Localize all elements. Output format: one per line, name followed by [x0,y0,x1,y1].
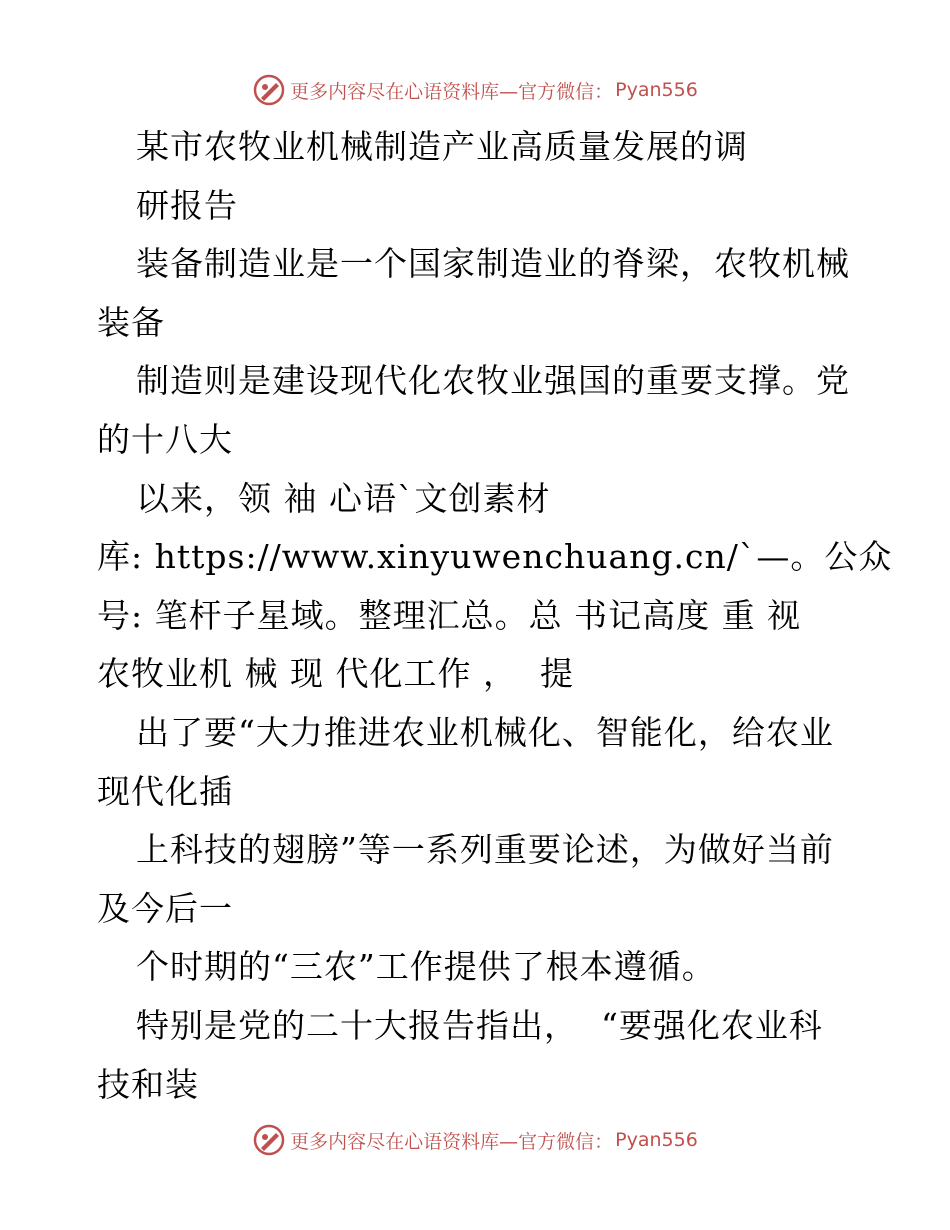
banner-text: 更多内容尽在心语资料库—官方微信： [290,1130,614,1153]
text-line: 出了要“大力推进农业机械化、智能化，给农业 [136,712,834,752]
footer-banner [0,1120,950,1160]
banner-wechat-id: Pyan556 [615,79,698,101]
text-line: 现代化插 [97,771,233,811]
text-line: 某市农牧业机械制造产业高质量发展的调 [136,127,748,166]
text-line: 及今后一 [97,888,233,928]
text-line: 农牧业机 械 现 代化工作 ， 提 [97,654,574,694]
text-line: 上科技的翅膀”等一系列重要论述，为做好当前 [136,830,834,870]
text-line: 库: https://www.xinyuwenchuang.cn/`—。公众 [97,537,893,577]
text-line: 的十八大 [97,419,233,459]
text-line: 个时期的“三农”工作提供了根本遵循。 [136,947,716,987]
banner-wechat-id: Pyan556 [615,1129,698,1151]
header-banner [0,70,950,110]
text-line: 装备 [97,302,165,342]
text-line: 特别是党的二十大报告指出， “要强化农业科 [136,1005,823,1045]
document-body [97,118,893,1114]
text-line: 号: 笔杆子星域。整理汇总。总 书记高度 重 视 [97,595,802,635]
text-line: 以来，领 袖 心语`文创素材 [136,478,551,518]
pen-logo-icon [252,1123,286,1157]
text-line: 研报告 [136,185,238,225]
text-line: 制造则是建设现代化农牧业强国的重要支撑。党 [136,361,850,401]
text-line: 技和装 [97,1064,199,1104]
pen-logo-icon [252,73,286,107]
text-line: 装备制造业是一个国家制造业的脊梁，农牧机械 [136,244,850,284]
banner-text: 更多内容尽在心语资料库—官方微信： [290,80,614,103]
